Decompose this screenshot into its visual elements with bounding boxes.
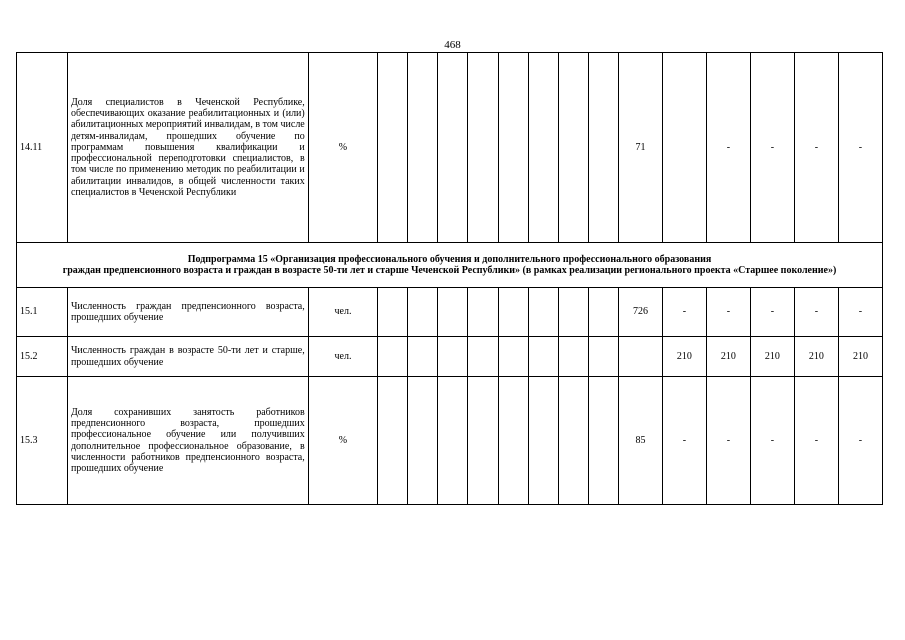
- value-cell: -: [706, 288, 750, 337]
- subprogram-title-line1: Подпрограмма 15 «Организация профессионального обучения и дополнительного профессионального образования: [187, 253, 712, 265]
- subprogram-title: [17, 243, 883, 288]
- value-cell: [438, 288, 468, 337]
- row-number: 15.1: [17, 288, 68, 337]
- value-cell: -: [662, 377, 706, 505]
- value-cell: [468, 288, 498, 337]
- value-cell: -: [838, 288, 882, 337]
- value-cell: 726: [618, 288, 662, 337]
- value-cell: [378, 337, 408, 377]
- subprogram-header-row: [17, 243, 883, 288]
- value-cell: -: [838, 53, 882, 243]
- value-cell: -: [750, 288, 794, 337]
- table-row: [17, 377, 883, 505]
- value-cell: [408, 288, 438, 337]
- value-cell: 210: [662, 337, 706, 377]
- table-row: [17, 337, 883, 377]
- value-cell: [468, 377, 498, 505]
- value-cell: [558, 337, 588, 377]
- value-cell: 85: [618, 377, 662, 505]
- value-cell: [438, 53, 468, 243]
- value-cell: [588, 377, 618, 505]
- value-cell: [468, 53, 498, 243]
- value-cell: [498, 288, 528, 337]
- value-cell: [378, 377, 408, 505]
- value-cell: [558, 377, 588, 505]
- value-cell: [378, 53, 408, 243]
- value-cell: -: [794, 288, 838, 337]
- indicator-name: Численность граждан в возрасте 50-ти лет и старше, прошедших обучение: [67, 337, 308, 377]
- row-number: 15.3: [17, 377, 68, 505]
- value-cell: [498, 377, 528, 505]
- value-cell: [438, 377, 468, 505]
- value-cell: -: [794, 377, 838, 505]
- value-cell: -: [706, 53, 750, 243]
- value-cell: [528, 53, 558, 243]
- value-cell: -: [706, 377, 750, 505]
- subprogram-title-line2: граждан предпенсионного возраста и граждан в возрасте 50-ти лет и старше Чеченской Республики» (в рамках реализации регионального проекта «Старшее поколение»): [62, 265, 837, 276]
- value-cell: 71: [618, 53, 662, 243]
- indicators-table: [16, 52, 883, 505]
- value-cell: [618, 337, 662, 377]
- value-cell: [408, 337, 438, 377]
- value-cell: -: [750, 53, 794, 243]
- value-cell: -: [794, 53, 838, 243]
- value-cell: [528, 288, 558, 337]
- value-cell: -: [750, 377, 794, 505]
- unit-cell: чел.: [308, 288, 377, 337]
- value-cell: [528, 377, 558, 505]
- unit-cell: чел.: [308, 337, 377, 377]
- value-cell: [558, 288, 588, 337]
- value-cell: [408, 53, 438, 243]
- value-cell: [558, 53, 588, 243]
- value-cell: [498, 53, 528, 243]
- value-cell: [408, 377, 438, 505]
- value-cell: -: [662, 288, 706, 337]
- value-cell: [588, 337, 618, 377]
- table-row: [17, 288, 883, 337]
- value-cell: 210: [706, 337, 750, 377]
- value-cell: [662, 53, 706, 243]
- row-number: 15.2: [17, 337, 68, 377]
- value-cell: 210: [750, 337, 794, 377]
- value-cell: [588, 53, 618, 243]
- value-cell: [468, 337, 498, 377]
- value-cell: [438, 337, 468, 377]
- value-cell: [588, 288, 618, 337]
- value-cell: 210: [794, 337, 838, 377]
- value-cell: [528, 337, 558, 377]
- page-number: 468: [444, 39, 461, 51]
- indicator-name: Доля сохранивших занятость работников предпенсионного возраста, прошедших профессиональное обучение или получивших дополнительное профессиональное образование, в численности работников предпенсионного возраста, прошедших обучение: [67, 377, 308, 505]
- row-number: 14.11: [17, 53, 68, 243]
- indicator-name: Численность граждан предпенсионного возраста, прошедших обучение: [67, 288, 308, 337]
- value-cell: [498, 337, 528, 377]
- unit-cell: %: [308, 53, 377, 243]
- unit-cell: %: [308, 377, 377, 505]
- value-cell: 210: [838, 337, 882, 377]
- table-row: [17, 53, 883, 243]
- indicator-name: Доля специалистов в Чеченской Республике, обеспечивающих оказание реабилитационных и (или) абилитационных мероприятий инвалидам, в том числе детям-инвалидам, прошедших обучение по программам повышения квалификации и профессиональной переподготовки специалистов, в том числе по применению методик по реабилитации и абилитации инвалидов, в общей численности таких специалистов в Чеченской Республики: [67, 53, 308, 243]
- value-cell: [378, 288, 408, 337]
- value-cell: -: [838, 377, 882, 505]
